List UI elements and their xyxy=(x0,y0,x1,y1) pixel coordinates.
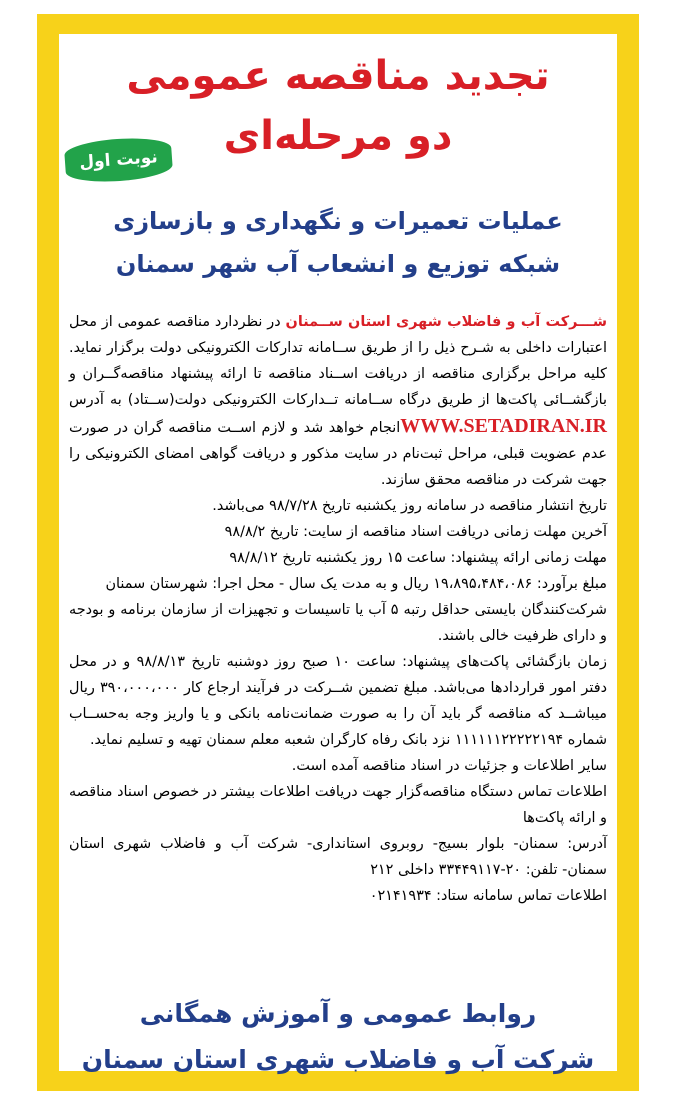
footer-department: روابط عمومی و آموزش همگانی xyxy=(139,999,537,1028)
setad-url-link[interactable]: WWW.SETADIRAN.IR xyxy=(400,415,607,437)
round-badge: نوبت اول xyxy=(64,135,174,184)
intro-paragraph xyxy=(69,309,607,493)
notice-sheet xyxy=(59,34,617,1074)
opening-guarantee-paragraph: زمان بازگشائی پاکت‌های پیشنهاد: ساعت ۱۰ صبح روز دوشنبه تاریخ ۹۸/۸/۱۳ و در محل دفتر امور قراردادها می‌باشد. مبلغ تضمین شــرکت در فرآیند ارجاع کار ۳۹۰،۰۰۰،۰۰۰ ریال میباشــد که مناقصه گر باید آن را به صورت ضمانت‌نامه بانکی و یا واریز وجه به‌حســاب شماره ۱۱۱۱۱۱۲۲۲۲۲۱۹۴ نزد بانک رفاه کارگران شعبه معلم سمنان تهیه و تسلیم نماید. xyxy=(69,654,608,748)
contact-info-line: اطلاعات تماس دستگاه مناقصه‌گزار جهت دریافت اطلاعات بیشتر در خصوص اسناد مناقصه و ارائه پاکت‌ها xyxy=(69,784,607,826)
notice-body xyxy=(69,309,607,909)
notice-title-line2: دو مرحله‌ای xyxy=(223,113,453,159)
address-line: آدرس: سمنان- بلوار بسیج- روبروی استانداری- شرکت آب و فاضلاب شهری استان سمنان- تلفن: ۲۰-۳۳۴۴۹۱۱۷ داخلی ۲۱۲ xyxy=(69,836,607,878)
offer-deadline-line: مهلت زمانی ارائه پیشنهاد: ساعت ۱۵ روز یکشنبه تاریخ ۹۸/۸/۱۲ xyxy=(229,550,607,566)
contractor-requirement-line: شرکت‌کنندگان بایستی حداقل رتبه ۵ آب یا تاسیسات و تجهیزات از سازمان برنامه و بودجه و دارای ظرفیت خالی باشند. xyxy=(69,602,607,644)
notice-frame xyxy=(37,14,639,1091)
notice-title: تجدید مناقصه عمومی xyxy=(126,53,550,99)
docs-deadline-line: آخرین مهلت زمانی دریافت اسناد مناقصه از سایت: تاریخ ۹۸/۸/۲ xyxy=(224,524,607,540)
setad-contact-line: اطلاعات تماس سامانه ستاد: ۰۲۱۴۱۹۳۴ xyxy=(369,888,607,904)
other-info-line: سایر اطلاعات و جزئیات در اسناد مناقصه آمده است. xyxy=(291,758,607,774)
company-name: شـــرکت آب و فاضلاب شهری استان ســمنان xyxy=(285,314,607,330)
publish-date-line: تاریخ انتشار مناقصه در سامانه روز یکشنبه تاریخ ۹۸/۷/۲۸ می‌باشد. xyxy=(212,498,607,514)
project-subtitle-line1: عملیات تعمیرات و نگهداری و بازسازی xyxy=(113,207,563,235)
estimate-line: مبلغ برآورد: ۱۹،۸۹۵،۴۸۴،۰۸۶ ریال و به مدت یک سال - محل اجرا: شهرستان سمنان xyxy=(105,576,607,592)
intro-text-end: انجام خواهد شد و لازم اســت مناقصه گران در صورت عدم عضویت قبلی، مراحل ثبت‌نام در سایت مذکور و دریافت گواهی امضای الکترونیکی را جهت شرکت در مناقصه محقق سازند. xyxy=(69,420,607,488)
footer-company: شرکت آب و فاضلاب شهری استان سمنان xyxy=(81,1045,595,1074)
project-subtitle-line2: شبکه توزیع و انشعاب آب شهر سمنان xyxy=(115,250,561,278)
intro-text: در نظردارد مناقصه عمومی از محل اعتبارات داخلی به شـرح ذیل را از طریق ســامانه تدارکات الکترونیکی دولت برگزار نماید. کلیه مراحل برگزاری مناقصه از دریافت اســناد مناقصه تا ارائه پیشنهاد مناقصه‌گــران و بازگشــائی پاکت‌ها از طریق درگاه ســامانه تــدارکات الکترونیکی دولت(ســتاد) به آدرس xyxy=(69,314,607,408)
